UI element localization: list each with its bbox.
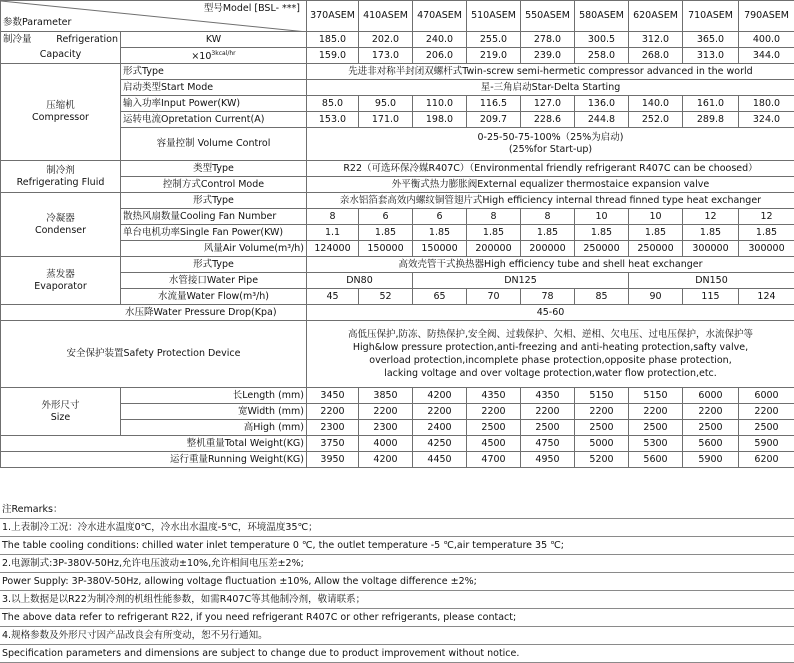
volume-control-value [307,128,794,161]
fan-power-row [1,225,794,241]
high-row [1,420,794,436]
current-value: 324.0 [739,112,794,128]
length-value: 5150 [575,388,629,404]
fan-power-value: 1.85 [629,225,683,241]
length-value: 5150 [629,388,683,404]
capacity-label-top [1,32,121,48]
condenser-type-value: 亲水铝箔套高效内螺纹铜管翅片式High efficiency internal thread finned type heat exchanger [307,193,794,209]
capacity-kw-row [1,32,794,48]
total-weight-value: 5600 [683,436,739,452]
running-weight-value: 4450 [413,452,467,468]
compressor-type-row [1,64,794,80]
total-weight-value: 3750 [307,436,359,452]
refrigerant-type-row [1,161,794,177]
volume-control-label: 容量控制 Volume Control [121,128,307,161]
safety-row [1,321,794,388]
fan-power-value: 1.85 [467,225,521,241]
fan-number-value: 8 [307,209,359,225]
model-710: 710ASEM [683,1,739,32]
compressor-cn: 压缩机 [3,100,118,112]
air-volume-value: 150000 [413,241,467,257]
evaporator-type-label: 形式Type [121,257,307,273]
running-weight-row [1,452,794,468]
input-power-value: 136.0 [575,96,629,112]
compressor-type-label: 形式Type [121,64,307,80]
remark-line: Specification parameters and dimensions are subject to change due to product improvement without notice. [0,645,794,663]
remark-line: The above data refer to refrigerant R22, if you need refrigerant R407C or other refrigerants, please contact; [0,609,794,627]
evaporator-cn: 蒸发器 [3,269,118,281]
compressor-group [1,64,121,161]
water-flow-value: 65 [413,289,467,305]
running-weight-value: 5200 [575,452,629,468]
control-mode-row [1,177,794,193]
width-value: 2200 [413,404,467,420]
kw-value: 400.0 [739,32,794,48]
remarks-section [0,501,794,663]
air-volume-row [1,241,794,257]
capacity-en2: Capacity [1,48,121,64]
input-power-label: 输入功率Input Power(KW) [121,96,307,112]
refrigerant-cn: 制冷剂 [3,165,118,177]
condenser-group [1,193,121,257]
evaporator-en: Evaporator [3,281,118,293]
remarks-title: 注Remarks： [0,501,794,519]
volume-control-row [1,128,794,161]
fan-power-value: 1.85 [683,225,739,241]
model-620: 620ASEM [629,1,683,32]
air-volume-value: 300000 [683,241,739,257]
refrigerant-group [1,161,121,193]
current-value: 252.0 [629,112,683,128]
model-370: 370ASEM [307,1,359,32]
pressure-drop-label: 水压降Water Pressure Drop(Kpa) [1,305,307,321]
size-cn: 外形尺寸 [3,400,118,412]
model-510: 510ASEM [467,1,521,32]
model-470: 470ASEM [413,1,467,32]
high-label: 高High (mm) [121,420,307,436]
refrigerant-type-value: R22（可选环保冷媒R407C）（Environmental friendly refrigerant R407C can be choosed） [307,161,794,177]
capacity-kcal-row [1,48,794,64]
kw-value: 312.0 [629,32,683,48]
kw-value: 240.0 [413,32,467,48]
air-volume-label: 风量Air Volume(m³/h) [121,241,307,257]
air-volume-value: 250000 [629,241,683,257]
fan-power-value: 1.85 [521,225,575,241]
fan-number-value: 6 [359,209,413,225]
safety-line: overload protection,incomplete phase protection,opposite phase protection, [309,354,792,367]
evaporator-group [1,257,121,305]
total-weight-value: 5000 [575,436,629,452]
fan-number-value: 10 [629,209,683,225]
water-flow-value: 124 [739,289,794,305]
running-weight-value: 5600 [629,452,683,468]
kcal-value: 173.0 [359,48,413,64]
fan-power-value: 1.85 [359,225,413,241]
width-value: 2200 [359,404,413,420]
water-pipe-value: DN150 [629,273,794,289]
kcal-value: 159.0 [307,48,359,64]
safety-value [307,321,794,388]
input-power-value: 180.0 [739,96,794,112]
control-mode-label: 控制方式Control Mode [121,177,307,193]
kw-value: 255.0 [467,32,521,48]
width-value: 2200 [683,404,739,420]
air-volume-value: 250000 [575,241,629,257]
kw-value: 202.0 [359,32,413,48]
pressure-drop-value: 45-60 [307,305,794,321]
fan-power-label: 单台电机功率Single Fan Power(KW) [121,225,307,241]
evaporator-type-row [1,257,794,273]
running-weight-value: 4700 [467,452,521,468]
control-mode-value: 外平衡式热力膨胀阀External equalizer thermostaice expansion valve [307,177,794,193]
fan-number-value: 12 [683,209,739,225]
kcal-value: 258.0 [575,48,629,64]
high-value: 2500 [739,420,794,436]
input-power-value: 110.0 [413,96,467,112]
compressor-en: Compressor [3,112,118,124]
model-410: 410ASEM [359,1,413,32]
total-weight-value: 5300 [629,436,683,452]
width-row [1,404,794,420]
fan-number-value: 10 [575,209,629,225]
running-weight-label: 运行重量Running Weight(KG) [1,452,307,468]
total-weight-value: 5900 [739,436,794,452]
current-value: 171.0 [359,112,413,128]
size-en: Size [3,412,118,424]
capacity-cn: 制冷量 [3,34,32,45]
current-value: 244.8 [575,112,629,128]
air-volume-value: 200000 [467,241,521,257]
model-label: 型号Model [BSL- ***] [204,3,300,15]
safety-line: 高低压保护,防冻、防热保护,安全阀、过载保护、欠相、逆相、欠电压、过电压保护，水流保护等 [309,328,792,341]
model-790: 790ASEM [739,1,794,32]
length-value: 4350 [467,388,521,404]
high-value: 2300 [307,420,359,436]
input-power-value: 127.0 [521,96,575,112]
kcal-value: 219.0 [467,48,521,64]
water-flow-value: 85 [575,289,629,305]
running-weight-value: 5900 [683,452,739,468]
header-corner [1,1,307,32]
kw-value: 278.0 [521,32,575,48]
total-weight-row [1,436,794,452]
remark-line: 3.以上数据是以R22为制冷剂的机组性能参数，如需R407C等其他制冷剂，敬请联系； [0,591,794,609]
length-value: 4200 [413,388,467,404]
width-value: 2200 [739,404,794,420]
running-weight-value: 3950 [307,452,359,468]
air-volume-value: 150000 [359,241,413,257]
fan-power-value: 1.85 [739,225,794,241]
air-volume-value: 200000 [521,241,575,257]
fan-power-value: 1.85 [575,225,629,241]
start-mode-label: 启动类型Start Mode [121,80,307,96]
high-value: 2400 [413,420,467,436]
fan-number-label: 散热风扇数量Cooling Fan Number [121,209,307,225]
capacity-en1: Refrigeration [56,34,118,46]
water-flow-value: 90 [629,289,683,305]
kw-value: 365.0 [683,32,739,48]
running-weight-value: 6200 [739,452,794,468]
model-550: 550ASEM [521,1,575,32]
length-row [1,388,794,404]
fan-number-value: 8 [467,209,521,225]
total-weight-label: 整机重量Total Weight(KG) [1,436,307,452]
total-weight-value: 4750 [521,436,575,452]
width-label: 宽Width (mm) [121,404,307,420]
current-value: 289.8 [683,112,739,128]
refrigerant-type-label: 类型Type [121,161,307,177]
width-value: 2200 [521,404,575,420]
evaporator-type-value: 高效壳管干式换热器High efficiency tube and shell heat exchanger [307,257,794,273]
fan-number-value: 12 [739,209,794,225]
length-value: 6000 [683,388,739,404]
kcal-value: 206.0 [413,48,467,64]
fan-number-value: 6 [413,209,467,225]
water-flow-value: 52 [359,289,413,305]
water-flow-value: 78 [521,289,575,305]
pressure-drop-row [1,305,794,321]
length-value: 3450 [307,388,359,404]
size-group [1,388,121,436]
fan-power-value: 1.1 [307,225,359,241]
header-row [1,1,794,32]
fan-power-value: 1.85 [413,225,467,241]
total-weight-value: 4500 [467,436,521,452]
current-value: 209.7 [467,112,521,128]
input-power-value: 116.5 [467,96,521,112]
remark-line: 1.上表制冷工况：冷水进水温度0℃，冷水出水温度-5℃，环境温度35℃； [0,519,794,537]
fan-number-row [1,209,794,225]
air-volume-value: 300000 [739,241,794,257]
compressor-type-value: 先进非对称半封闭双螺杆式Twin-screw semi-hermetic compressor advanced in the world [307,64,794,80]
length-label: 长Length (mm) [121,388,307,404]
kw-value: 300.5 [575,32,629,48]
kcal-value: 313.0 [683,48,739,64]
input-power-value: 95.0 [359,96,413,112]
refrigerant-en: Refrigerating Fluid [3,177,118,189]
kcal-unit [121,48,307,64]
remark-line: 4.规格参数及外形尺寸因产品改良会有所变动，恕不另行通知。 [0,627,794,645]
kcal-unit-base: ×10 [191,51,211,62]
kcal-unit-sup: 3kcal/hr [211,50,235,57]
current-label: 运转电流Opretation Current(A) [121,112,307,128]
input-power-value: 85.0 [307,96,359,112]
current-value: 228.6 [521,112,575,128]
high-value: 2500 [575,420,629,436]
high-value: 2500 [629,420,683,436]
volume-control-line2: (25%for Start-up) [309,144,792,156]
remark-line: Power Supply: 3P-380V-50Hz, allowing voltage fluctuation ±10%, Allow the voltage difference ±2%; [0,573,794,591]
condenser-type-label: 形式Type [121,193,307,209]
kcal-value: 268.0 [629,48,683,64]
high-value: 2500 [467,420,521,436]
fan-number-value: 8 [521,209,575,225]
volume-control-line1: 0-25-50-75-100%（25%为启动) [309,132,792,144]
input-power-value: 161.0 [683,96,739,112]
input-power-value: 140.0 [629,96,683,112]
length-value: 4350 [521,388,575,404]
condenser-type-row [1,193,794,209]
water-flow-value: 70 [467,289,521,305]
condenser-cn: 冷凝器 [3,213,118,225]
input-power-row [1,96,794,112]
current-value: 153.0 [307,112,359,128]
water-flow-value: 45 [307,289,359,305]
water-flow-row [1,289,794,305]
kw-unit: KW [121,32,307,48]
condenser-en: Condenser [3,225,118,237]
current-value: 198.0 [413,112,467,128]
water-pipe-label: 水管接口Water Pipe [121,273,307,289]
width-value: 2200 [467,404,521,420]
high-value: 2500 [521,420,575,436]
water-pipe-value: DN125 [413,273,629,289]
water-flow-value: 115 [683,289,739,305]
remark-line: The table cooling conditions: chilled water inlet temperature 0 ℃, the outlet temperature -5 ℃,air temperature 35 ℃; [0,537,794,555]
current-row [1,112,794,128]
high-value: 2500 [683,420,739,436]
safety-label: 安全保护装置Safety Protection Device [1,321,307,388]
length-value: 3850 [359,388,413,404]
remark-line: 2.电源制式:3P-380V-50Hz,允许电压波动±10%,允许相间电压差±2%; [0,555,794,573]
width-value: 2200 [575,404,629,420]
kcal-value: 239.0 [521,48,575,64]
compressor-start-row [1,80,794,96]
water-pipe-value: DN80 [307,273,413,289]
total-weight-value: 4250 [413,436,467,452]
high-value: 2300 [359,420,413,436]
width-value: 2200 [629,404,683,420]
running-weight-value: 4950 [521,452,575,468]
safety-line: High&low pressure protection,anti-freezing and anti-heating protection,safty valve, [309,341,792,354]
kw-value: 185.0 [307,32,359,48]
parameter-label: 参数Parameter [3,17,71,29]
length-value: 6000 [739,388,794,404]
water-pipe-row [1,273,794,289]
air-volume-value: 124000 [307,241,359,257]
running-weight-value: 4200 [359,452,413,468]
width-value: 2200 [307,404,359,420]
start-mode-value: 星-三角启动Star-Delta Starting [307,80,794,96]
total-weight-value: 4000 [359,436,413,452]
water-flow-label: 水流量Water Flow(m³/h) [121,289,307,305]
kcal-value: 344.0 [739,48,794,64]
model-580: 580ASEM [575,1,629,32]
safety-line: lacking voltage and over voltage protection,water flow protection,etc. [309,367,792,380]
